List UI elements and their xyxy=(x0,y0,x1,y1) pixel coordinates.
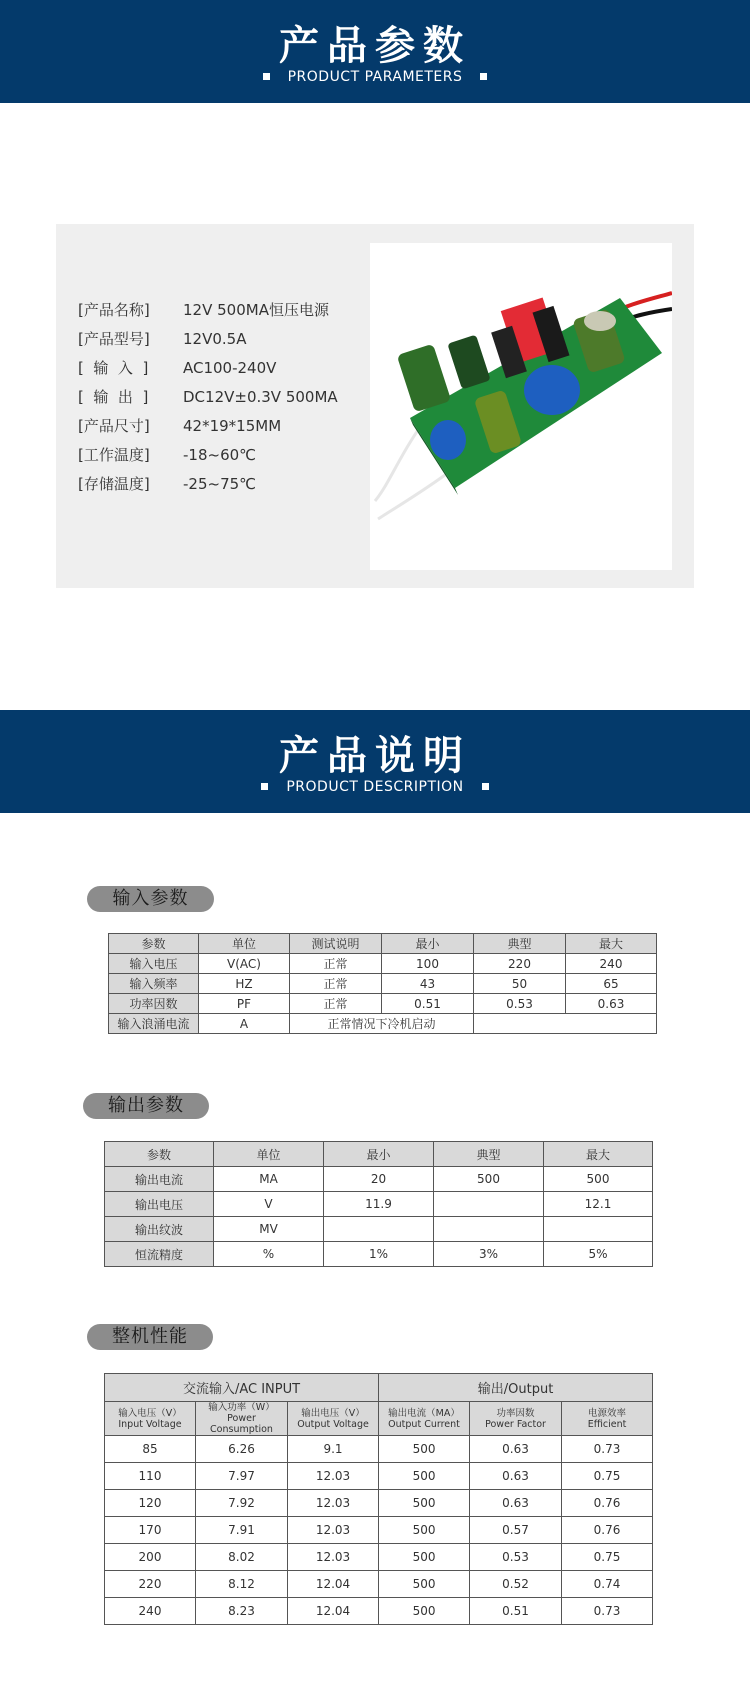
spec-key: [ 输 出 ] xyxy=(78,388,149,406)
table-cell: V(AC) xyxy=(199,954,290,974)
header-cell: 参数 xyxy=(109,934,199,954)
table-cell: 11.9 xyxy=(324,1192,434,1217)
header-cell: 最大 xyxy=(566,934,657,954)
table-cell: V xyxy=(214,1192,324,1217)
table-cell xyxy=(544,1217,653,1242)
header-cn: 电源效率 xyxy=(588,1407,627,1419)
table-cell: 正常情况下冷机启动 xyxy=(290,1014,474,1034)
square-bullet-icon xyxy=(480,73,487,80)
table-cell: 0.63 xyxy=(470,1490,562,1517)
row-label: 输出纹波 xyxy=(105,1217,214,1242)
row-label: 输出电压 xyxy=(105,1192,214,1217)
square-bullet-icon xyxy=(263,73,270,80)
table-cell xyxy=(474,1014,657,1034)
table-row xyxy=(105,1544,653,1571)
desc-banner xyxy=(0,710,750,813)
table-cell: 12.1 xyxy=(544,1192,653,1217)
table-cell: 0.76 xyxy=(562,1517,653,1544)
table-cell: 12.04 xyxy=(288,1598,379,1625)
header-cell xyxy=(379,1402,470,1436)
header-cell: 最大 xyxy=(544,1142,653,1167)
table-cell: 0.51 xyxy=(382,994,474,1014)
table-row xyxy=(105,1167,653,1192)
table-cell: 500 xyxy=(379,1517,470,1544)
table-cell: 0.74 xyxy=(562,1571,653,1598)
table-cell: PF xyxy=(199,994,290,1014)
product-photo xyxy=(370,243,672,570)
table-row xyxy=(105,1463,653,1490)
table-cell: 500 xyxy=(379,1436,470,1463)
header-en: Output Current xyxy=(388,1418,460,1430)
spec-value: DC12V±0.3V 500MA xyxy=(183,388,338,406)
table-cell: 0.73 xyxy=(562,1598,653,1625)
table-header-row xyxy=(105,1142,653,1167)
spec-row xyxy=(78,412,338,441)
table-cell: 7.91 xyxy=(196,1517,288,1544)
table-cell: 43 xyxy=(382,974,474,994)
table-cell: 正常 xyxy=(290,974,382,994)
table-cell: 240 xyxy=(105,1598,196,1625)
table-cell: 1% xyxy=(324,1242,434,1267)
table-cell: 3% xyxy=(434,1242,544,1267)
spec-key: [工作温度] xyxy=(78,446,150,464)
table-row xyxy=(105,1490,653,1517)
table-cell: 85 xyxy=(105,1436,196,1463)
row-label: 功率因数 xyxy=(109,994,199,1014)
table-cell: 500 xyxy=(379,1463,470,1490)
table-cell: 65 xyxy=(566,974,657,994)
table-cell: 12.03 xyxy=(288,1517,379,1544)
table-cell: 200 xyxy=(105,1544,196,1571)
spec-row xyxy=(78,441,338,470)
performance-table xyxy=(104,1373,653,1625)
header-cn: 输出电流（MA） xyxy=(388,1407,460,1419)
table-cell: A xyxy=(199,1014,290,1034)
spec-row xyxy=(78,354,338,383)
table-cell: 110 xyxy=(105,1463,196,1490)
table-cell: 500 xyxy=(434,1167,544,1192)
table-cell: 220 xyxy=(474,954,566,974)
row-label: 恒流精度 xyxy=(105,1242,214,1267)
table-cell: 0.57 xyxy=(470,1517,562,1544)
header-cell xyxy=(105,1402,196,1436)
params-subtitle: PRODUCT PARAMETERS xyxy=(287,69,463,85)
table-row xyxy=(105,1598,653,1625)
table-cell: 9.1 xyxy=(288,1436,379,1463)
table-cell: 0.53 xyxy=(474,994,566,1014)
group-header-ac-input: 交流输入/AC INPUT xyxy=(105,1374,379,1402)
table-cell: 170 xyxy=(105,1517,196,1544)
table-cell: 220 xyxy=(105,1571,196,1598)
header-cell xyxy=(470,1402,562,1436)
header-en: Power Consumption xyxy=(210,1413,273,1435)
table-cell: 12.03 xyxy=(288,1490,379,1517)
table-cell: 7.97 xyxy=(196,1463,288,1490)
performance-label: 整机性能 xyxy=(87,1324,213,1350)
header-cell: 单位 xyxy=(199,934,290,954)
header-cn: 功率因数 xyxy=(496,1407,535,1419)
input-params-table xyxy=(108,933,657,1034)
params-title: 产品参数 xyxy=(279,23,471,69)
table-row xyxy=(105,1217,653,1242)
table-cell: HZ xyxy=(199,974,290,994)
output-params-table xyxy=(104,1141,653,1267)
table-cell: 正常 xyxy=(290,954,382,974)
table-cell: MV xyxy=(214,1217,324,1242)
spec-value: 12V0.5A xyxy=(183,330,247,348)
table-row xyxy=(109,994,657,1014)
table-row xyxy=(109,1014,657,1034)
table-cell: 8.02 xyxy=(196,1544,288,1571)
table-cell: 0.63 xyxy=(566,994,657,1014)
table-cell: 正常 xyxy=(290,994,382,1014)
table-row xyxy=(109,954,657,974)
table-cell: 7.92 xyxy=(196,1490,288,1517)
table-cell: 0.75 xyxy=(562,1544,653,1571)
header-cell: 参数 xyxy=(105,1142,214,1167)
input-params-label: 输入参数 xyxy=(87,886,214,912)
desc-title: 产品说明 xyxy=(279,733,471,779)
header-cell: 最小 xyxy=(382,934,474,954)
table-cell xyxy=(434,1217,544,1242)
table-cell: 6.26 xyxy=(196,1436,288,1463)
table-row xyxy=(105,1571,653,1598)
table-row xyxy=(105,1192,653,1217)
header-en: Efficient xyxy=(587,1418,627,1430)
table-cell: 0.51 xyxy=(470,1598,562,1625)
row-label: 输入浪涌电流 xyxy=(109,1014,199,1034)
table-cell: 12.03 xyxy=(288,1544,379,1571)
table-cell: 500 xyxy=(379,1598,470,1625)
desc-subtitle: PRODUCT DESCRIPTION xyxy=(286,779,464,795)
table-cell: 12.03 xyxy=(288,1463,379,1490)
spec-value: -18~60℃ xyxy=(183,446,257,464)
table-cell: 0.63 xyxy=(470,1436,562,1463)
header-cell xyxy=(288,1402,379,1436)
table-cell: 50 xyxy=(474,974,566,994)
header-cell: 测试说明 xyxy=(290,934,382,954)
spec-key: [存储温度] xyxy=(78,475,150,493)
group-header-output: 输出/Output xyxy=(379,1374,653,1402)
header-cell: 典型 xyxy=(434,1142,544,1167)
table-cell: 12.04 xyxy=(288,1571,379,1598)
spec-row xyxy=(78,296,338,325)
table-cell: 0.63 xyxy=(470,1463,562,1490)
table-row xyxy=(105,1436,653,1463)
header-cn: 输入功率（W） xyxy=(208,1402,275,1413)
spec-row xyxy=(78,325,338,354)
table-row xyxy=(109,974,657,994)
table-cell: 500 xyxy=(379,1490,470,1517)
table-cell: % xyxy=(214,1242,324,1267)
params-banner xyxy=(0,0,750,103)
pcb-illustration xyxy=(370,243,672,570)
table-cell: 0.73 xyxy=(562,1436,653,1463)
table-cell: 100 xyxy=(382,954,474,974)
header-en: Output Voltage xyxy=(297,1418,369,1430)
square-bullet-icon xyxy=(482,783,489,790)
header-cell xyxy=(562,1402,653,1436)
table-cell: 500 xyxy=(544,1167,653,1192)
table-cell: 0.75 xyxy=(562,1463,653,1490)
spec-key: [ 输 入 ] xyxy=(78,359,149,377)
table-cell: 500 xyxy=(379,1544,470,1571)
table-row xyxy=(105,1242,653,1267)
spec-key: [产品型号] xyxy=(78,330,150,348)
square-bullet-icon xyxy=(261,783,268,790)
table-cell: 8.12 xyxy=(196,1571,288,1598)
desc-subtitle-row xyxy=(0,779,750,795)
table-cell: 0.76 xyxy=(562,1490,653,1517)
table-header-row xyxy=(105,1402,653,1436)
row-label: 输出电流 xyxy=(105,1167,214,1192)
params-subtitle-row xyxy=(0,69,750,85)
spec-row xyxy=(78,470,338,499)
table-cell xyxy=(434,1192,544,1217)
table-cell: 5% xyxy=(544,1242,653,1267)
spec-value: 42*19*15MM xyxy=(183,417,282,435)
spec-row xyxy=(78,383,338,412)
table-cell: MA xyxy=(214,1167,324,1192)
spec-key: [产品尺寸] xyxy=(78,417,150,435)
spec-list xyxy=(78,296,338,499)
header-cn: 输出电压（V） xyxy=(301,1407,365,1419)
spec-value: -25~75℃ xyxy=(183,475,257,493)
table-cell: 0.52 xyxy=(470,1571,562,1598)
spec-value: AC100-240V xyxy=(183,359,277,377)
table-group-row xyxy=(105,1374,653,1402)
spec-value: 12V 500MA恒压电源 xyxy=(183,301,329,319)
table-header-row xyxy=(109,934,657,954)
header-cell: 典型 xyxy=(474,934,566,954)
header-en: Power Factor xyxy=(485,1418,546,1430)
spec-key: [产品名称] xyxy=(78,301,150,319)
row-label: 输入电压 xyxy=(109,954,199,974)
table-cell: 240 xyxy=(566,954,657,974)
table-cell xyxy=(324,1217,434,1242)
header-cell: 单位 xyxy=(214,1142,324,1167)
row-label: 输入频率 xyxy=(109,974,199,994)
table-cell: 20 xyxy=(324,1167,434,1192)
table-cell: 8.23 xyxy=(196,1598,288,1625)
output-params-label: 输出参数 xyxy=(83,1093,209,1119)
table-cell: 120 xyxy=(105,1490,196,1517)
table-row xyxy=(105,1517,653,1544)
header-cell xyxy=(196,1402,288,1436)
header-cell: 最小 xyxy=(324,1142,434,1167)
table-cell: 500 xyxy=(379,1571,470,1598)
header-en: Input Voltage xyxy=(118,1418,182,1430)
table-cell: 0.53 xyxy=(470,1544,562,1571)
header-cn: 输入电压（V） xyxy=(118,1407,182,1419)
